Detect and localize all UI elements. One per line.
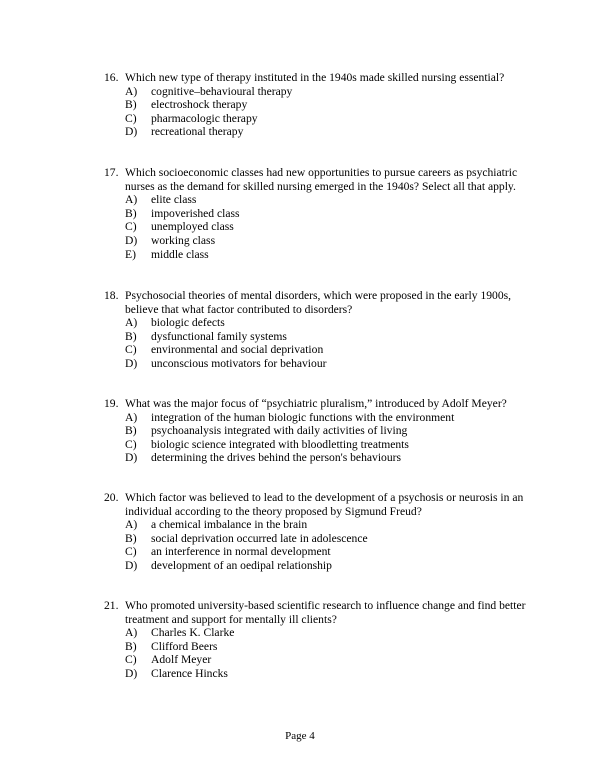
option-letter: B)	[125, 98, 137, 112]
option-list	[125, 316, 544, 370]
option-b	[125, 207, 544, 221]
question-20	[104, 491, 544, 573]
option-letter: C)	[125, 343, 137, 357]
option-text: Clarence Hincks	[151, 666, 228, 680]
option-b	[125, 532, 544, 546]
option-a	[125, 193, 544, 207]
option-text: determining the drives behind the person's behaviours	[151, 451, 402, 465]
question-stem	[104, 599, 544, 626]
question-stem	[104, 289, 544, 316]
option-a	[125, 316, 544, 330]
option-letter: D)	[125, 356, 138, 370]
option-e	[125, 248, 544, 262]
option-text: biologic science integrated with bloodletting treatments	[151, 437, 409, 451]
option-text: Adolf Meyer	[151, 653, 212, 667]
option-a	[125, 626, 544, 640]
question-21	[104, 599, 544, 681]
option-letter: D)	[125, 451, 138, 465]
question-text: Which new type of therapy instituted in the 1940s made skilled nursing essential?	[125, 71, 505, 84]
question-text: Which factor was believed to lead to the development of a psychosis or neurosis in an individual according to the theory proposed by Sigmund Freud?	[125, 491, 524, 518]
option-text: an interference in normal development	[151, 545, 331, 559]
option-list	[125, 411, 544, 465]
option-text: elite class	[151, 193, 197, 207]
question-16	[104, 71, 544, 139]
option-letter: C)	[125, 220, 137, 234]
option-text: unconscious motivators for behaviour	[151, 356, 327, 370]
question-number: 18.	[104, 289, 119, 302]
option-d	[125, 234, 544, 248]
option-letter: D)	[125, 666, 138, 680]
option-letter: B)	[125, 639, 137, 653]
option-letter: A)	[125, 626, 138, 640]
option-letter: C)	[125, 653, 137, 667]
option-b	[125, 330, 544, 344]
option-c	[125, 545, 544, 559]
option-text: psychoanalysis integrated with daily activities of living	[151, 424, 408, 438]
page-number: Page 4	[285, 730, 315, 742]
option-letter: A)	[125, 84, 138, 98]
question-17	[104, 166, 544, 261]
option-list	[125, 85, 544, 139]
option-text: electroshock therapy	[151, 98, 248, 112]
option-letter: A)	[125, 518, 138, 532]
option-d	[125, 667, 544, 681]
question-number: 21.	[104, 599, 119, 612]
option-letter: D)	[125, 233, 138, 247]
question-stem	[104, 166, 544, 193]
question-text: Psychosocial theories of mental disorders, which were proposed in the early 1900s, believe that what factor contributed to disorders?	[125, 289, 512, 316]
question-text: What was the major focus of “psychiatric pluralism,” introduced by Adolf Meyer?	[125, 397, 507, 410]
question-text: Which socioeconomic classes had new opportunities to pursue careers as psychiatric nurses as the demand for skilled nursing emerged in the 1940s? Select all that apply.	[125, 166, 518, 193]
question-number: 16.	[104, 71, 119, 84]
option-letter: A)	[125, 316, 138, 330]
option-letter: B)	[125, 531, 137, 545]
option-text: development of an oedipal relationship	[151, 558, 332, 572]
option-text: unemployed class	[151, 220, 234, 234]
option-letter: C)	[125, 111, 137, 125]
option-letter: E)	[125, 247, 136, 261]
option-text: impoverished class	[151, 206, 240, 220]
option-b	[125, 424, 544, 438]
option-letter: D)	[125, 558, 138, 572]
question-stem	[104, 71, 544, 85]
option-d	[125, 125, 544, 139]
question-19	[104, 397, 544, 465]
option-d	[125, 451, 544, 465]
option-c	[125, 112, 544, 126]
option-c	[125, 438, 544, 452]
option-text: environmental and social deprivation	[151, 343, 324, 357]
option-b	[125, 640, 544, 654]
option-text: Clifford Beers	[151, 639, 218, 653]
option-c	[125, 653, 544, 667]
option-list	[125, 193, 544, 261]
option-list	[125, 626, 544, 680]
question-text: Who promoted university-based scientific research to influence change and find better treatment and support for mentally ill clients?	[125, 599, 526, 626]
option-letter: B)	[125, 329, 137, 343]
question-number: 17.	[104, 166, 119, 179]
option-d	[125, 559, 544, 573]
question-18	[104, 289, 544, 371]
option-text: cognitive–behavioural therapy	[151, 84, 293, 98]
option-text: biologic defects	[151, 316, 225, 330]
option-a	[125, 411, 544, 425]
option-text: integration of the human biologic functions with the environment	[151, 410, 455, 424]
question-number: 20.	[104, 491, 119, 504]
option-letter: B)	[125, 424, 137, 438]
option-text: dysfunctional family systems	[151, 329, 287, 343]
question-stem	[104, 397, 544, 411]
option-letter: C)	[125, 437, 137, 451]
question-stem	[104, 491, 544, 518]
option-b	[125, 98, 544, 112]
option-a	[125, 85, 544, 99]
option-letter: D)	[125, 125, 138, 139]
option-c	[125, 343, 544, 357]
option-d	[125, 357, 544, 371]
option-list	[125, 518, 544, 572]
option-c	[125, 220, 544, 234]
option-letter: A)	[125, 193, 138, 207]
option-a	[125, 518, 544, 532]
option-text: Charles K. Clarke	[151, 626, 235, 640]
option-text: recreational therapy	[151, 125, 244, 139]
question-number: 19.	[104, 397, 119, 410]
option-letter: B)	[125, 206, 137, 220]
option-letter: A)	[125, 410, 138, 424]
option-text: working class	[151, 233, 216, 247]
option-text: a chemical imbalance in the brain	[151, 518, 308, 532]
option-text: pharmacologic therapy	[151, 111, 258, 125]
option-text: middle class	[151, 247, 209, 261]
option-letter: C)	[125, 545, 137, 559]
option-text: social deprivation occurred late in adolescence	[151, 531, 368, 545]
